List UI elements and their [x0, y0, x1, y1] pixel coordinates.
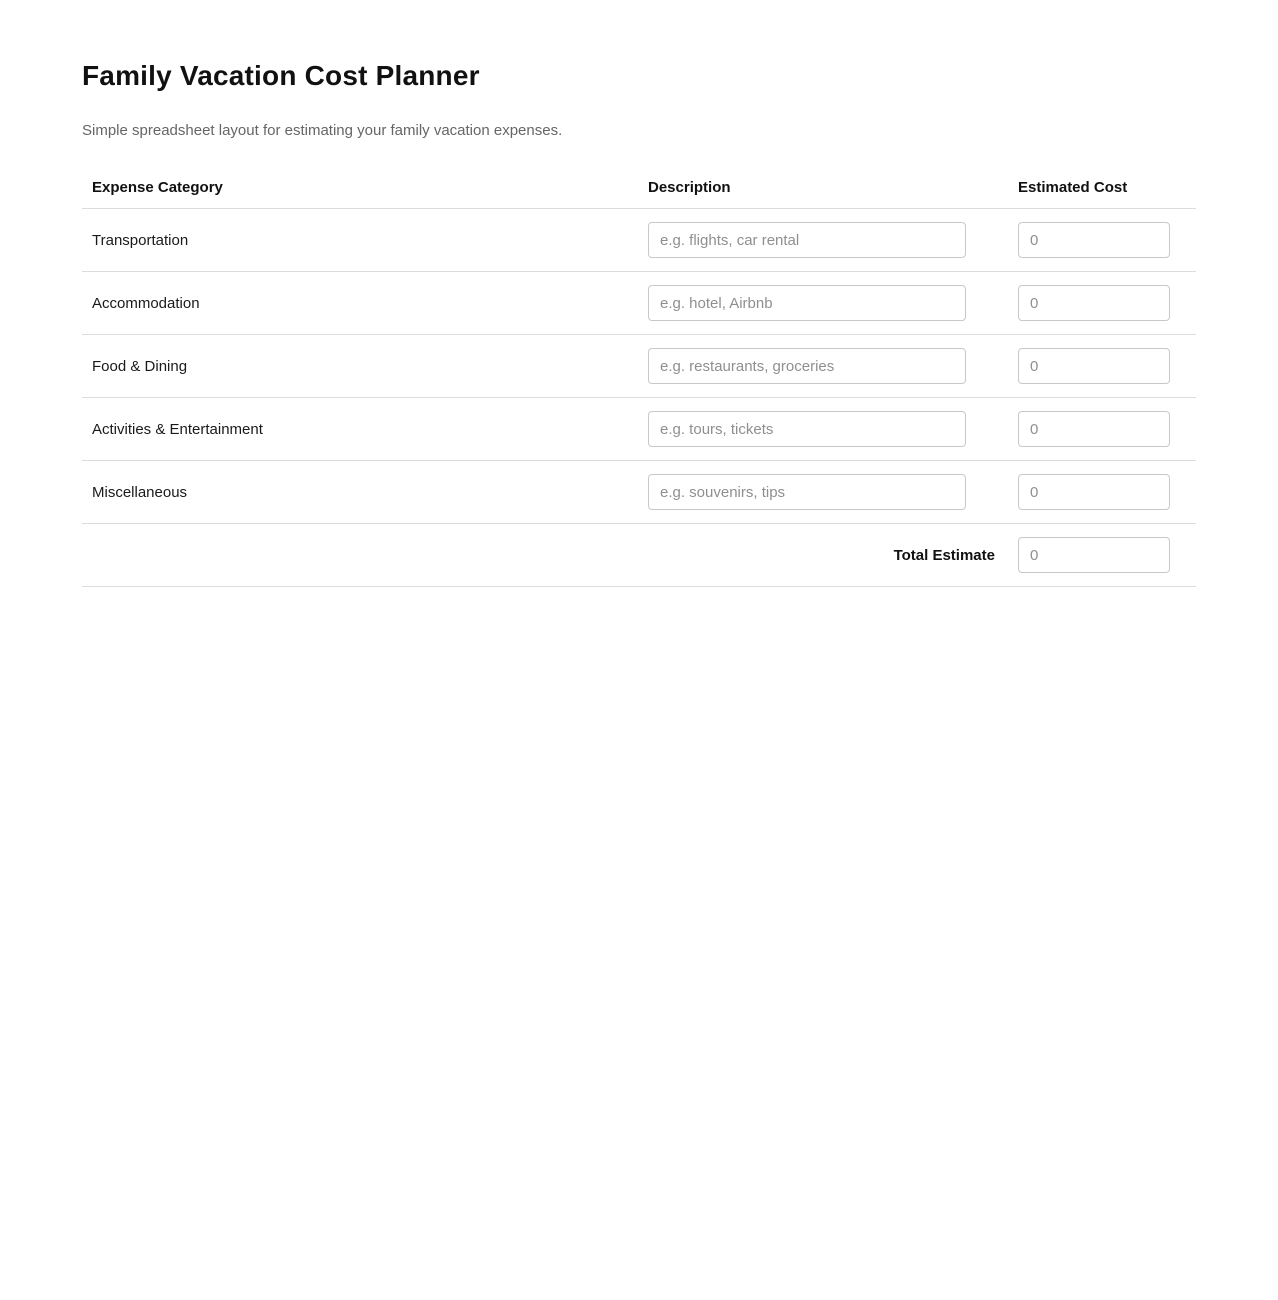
- header-estimated-cost: Estimated Cost: [1008, 167, 1196, 209]
- description-input-activities-entertainment[interactable]: [648, 411, 966, 447]
- total-estimate-input[interactable]: [1018, 537, 1170, 573]
- total-row: [82, 524, 1196, 587]
- table-header-row: [82, 167, 1196, 209]
- description-input-transportation[interactable]: [648, 222, 966, 258]
- cost-input-activities-entertainment[interactable]: [1018, 411, 1170, 447]
- expense-table: [82, 167, 1196, 587]
- category-label-food-dining: Food & Dining: [82, 335, 638, 398]
- description-input-accommodation[interactable]: [648, 285, 966, 321]
- page-title: Family Vacation Cost Planner: [82, 60, 480, 91]
- content-container: [82, 0, 1196, 587]
- description-input-food-dining[interactable]: [648, 348, 966, 384]
- cost-input-miscellaneous[interactable]: [1018, 474, 1170, 510]
- page-subtitle: Simple spreadsheet layout for estimating your family vacation expenses.: [82, 122, 563, 139]
- description-input-miscellaneous[interactable]: [648, 474, 966, 510]
- table-row: [82, 335, 1196, 398]
- table-row: [82, 461, 1196, 524]
- category-label-accommodation: Accommodation: [82, 272, 638, 335]
- table-row: [82, 398, 1196, 461]
- header-description: Description: [638, 167, 1008, 209]
- category-label-miscellaneous: Miscellaneous: [82, 461, 638, 524]
- category-label-transportation: Transportation: [82, 209, 638, 272]
- cost-input-accommodation[interactable]: [1018, 285, 1170, 321]
- total-estimate-label: Total Estimate: [638, 524, 1008, 587]
- header-expense-category: Expense Category: [82, 167, 638, 209]
- cost-input-transportation[interactable]: [1018, 222, 1170, 258]
- table-row: [82, 209, 1196, 272]
- total-row-spacer: [82, 524, 638, 587]
- category-label-activities-entertainment: Activities & Entertainment: [82, 398, 638, 461]
- cost-input-food-dining[interactable]: [1018, 348, 1170, 384]
- table-row: [82, 272, 1196, 335]
